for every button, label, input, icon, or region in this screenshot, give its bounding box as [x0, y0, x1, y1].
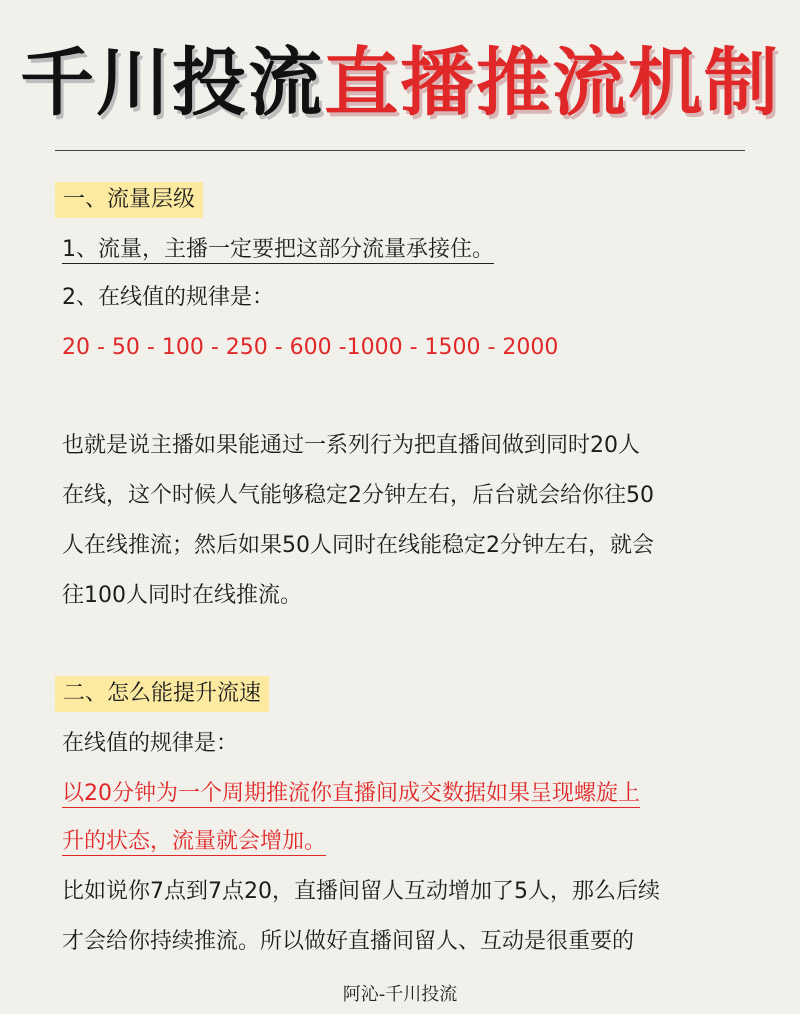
section1-item1-text: 1、流量，主播一定要把这部分流量承接住。: [62, 237, 494, 262]
paragraph-line-4: 往100人同时在线推流。: [62, 583, 302, 608]
title-red-part: 直播推流机制: [324, 40, 780, 126]
online-sequence: 20 - 50 - 100 - 250 - 600 -1000 - 1500 - 2000: [62, 335, 559, 360]
example-line-2: 才会给你持续推流。所以做好直播间留人、互动是很重要的: [62, 929, 635, 954]
title-black-part: 千川投流: [20, 40, 324, 126]
footer-credit: 阿沁-千川投流: [342, 984, 458, 1005]
section2-intro: 在线值的规律是：: [62, 731, 239, 756]
page-title: [0, 38, 800, 128]
paragraph-line-3: 人在线推流；然后如果50人同时在线能稳定2分钟左右，就会: [62, 533, 654, 558]
section1-item2: 2、在线值的规律是：: [62, 285, 274, 310]
paragraph-line-1: 也就是说主播如果能通过一系列行为把直播间做到同时20人: [62, 433, 640, 458]
paragraph-line-2: 在线，这个时候人气能够稳定2分钟左右，后台就会给你往50: [62, 483, 654, 508]
highlight-line-2-text: 升的状态，流量就会增加。: [62, 829, 327, 854]
highlight-line-2: [62, 824, 326, 860]
title-divider: [55, 150, 745, 151]
section2-heading: 二、怎么能提升流速: [55, 676, 269, 712]
highlight-line-1: [62, 776, 640, 812]
example-line-1: 比如说你7点到7点20，直播间留人互动增加了5人，那么后续: [62, 879, 660, 904]
highlight-line-1-text: 以20分钟为一个周期推流你直播间成交数据如果呈现螺旋上: [62, 781, 640, 806]
section1-item1: [62, 232, 494, 268]
section1-heading: 一、流量层级: [55, 182, 203, 218]
